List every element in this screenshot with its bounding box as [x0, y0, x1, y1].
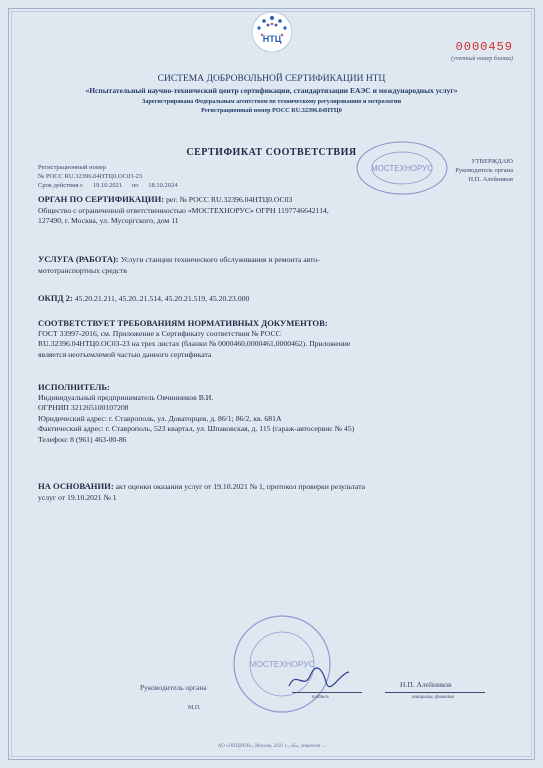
registration-authority: Зарегистрирована Федеральным агентством по техническому регулированию и метрологии — [141, 98, 402, 105]
service-text-2: мототранспортных средств — [38, 265, 127, 275]
system-title: СИСТЕМА ДОБРОВОЛЬНОЙ СЕРТИФИКАЦИИ НТЦ — [157, 74, 386, 84]
system-reg-number: Регистрационный номер РОСС RU.32396.04НТЦ0 — [201, 107, 342, 114]
executor-line-4: Фактический адрес: г. Ставрополь, 523 квартал, ул. Шпаковская, д. 115 (гараж-автосервис № 45) — [38, 424, 355, 433]
okpd-codes: 45.20.21.211, 45.20..21.514, 45.20.21.519, 45.20.23.000 — [74, 294, 250, 303]
organ-company: Общество с ограниченной ответственностью «МОСТЕХНОРУС» ОГРН 1197746642114, — [38, 205, 329, 215]
organ-reg: рег. № РОСС RU.32396.04НТЦ0.ОС03 — [166, 195, 293, 204]
stamp-top-text: МОСТЕХНОРУС — [371, 164, 433, 173]
service-label: УСЛУГА (РАБОТА): — [38, 254, 119, 264]
validity-to: 18.10.2024 — [148, 182, 178, 189]
requirements-line-3: является неотъемлемой частью данного сертификата — [38, 349, 212, 359]
okpd-label: ОКПД 2: — [38, 293, 73, 303]
registration-block — [38, 163, 178, 190]
executor-line-5: Телефон: 8 (961) 463-00-86 — [38, 434, 127, 444]
validity-label: Срок действия с — [38, 182, 84, 189]
basis-section — [38, 481, 506, 503]
sign-role: Руководитель органа — [140, 683, 207, 692]
registration-label: Регистрационный номер — [38, 164, 106, 171]
sign-caption: подпись — [312, 695, 329, 700]
service-section — [38, 254, 506, 276]
approve-title: УТВЕРЖДАЮ — [471, 158, 513, 165]
basis-label: НА ОСНОВАНИИ: — [38, 481, 114, 491]
stamp-bottom-text: МОСТЕХНОРУС — [249, 659, 315, 669]
validity-to-label: по — [131, 182, 139, 189]
center-name: «Испытательный научно-технический центр сертификации, стандартизации ЕАЭС и международных услуг» — [85, 86, 458, 95]
approve-name: Н.П. Алейников — [468, 176, 513, 183]
requirements-line-2: RU.32396.04НТЦ0.ОС03-23 на трех листах (бланки № 0000460,0000461,0000462). Приложение — [38, 339, 351, 348]
okpd-section — [38, 293, 506, 305]
document-title: СЕРТИФИКАТ СООТВЕТСТВИЯ — [186, 147, 357, 158]
name-caption: инициалы, фамилия — [412, 695, 454, 700]
approve-role: Руководитель органа — [455, 167, 513, 174]
service-text: Услуги станции технического обслуживания и ремонта авто- — [120, 255, 320, 264]
mp-label: М.П. — [188, 705, 201, 711]
basis-text-2: услуг от 19.10.2021 № 1 — [38, 492, 117, 502]
organ-address: 127490, г. Москва, ул. Мусоргского, дом 11 — [38, 216, 179, 225]
basis-text: акт оценки оказания услуг от 19.10.2021 № 1, протокол проверки результата — [115, 482, 366, 491]
validity-line — [38, 181, 178, 190]
ntc-logo — [250, 10, 294, 54]
organ-section — [38, 194, 506, 227]
requirements-line-1: ГОСТ 33997-2016, см. Приложение к Сертификату соответствия № РОСС — [38, 328, 281, 338]
executor-section — [38, 382, 506, 445]
validity-from: 19.10.2021 — [92, 182, 123, 189]
executor-line-2: ОГРНИП 321265100107208 — [38, 403, 129, 412]
executor-line-1: Индивидуальный предприниматель Овчинников В.И. — [38, 392, 214, 402]
requirements-label: СООТВЕТСТВУЕТ ТРЕБОВАНИЯМ НОРМАТИВНЫХ ДОКУМЕНТОВ: — [38, 318, 328, 328]
sign-name: Н.П. Алейников — [400, 680, 452, 689]
blank-number-caption: (учетный номер бланка) — [451, 56, 513, 62]
executor-line-3: Юридический адрес: г. Ставрополь, ул. Доваторцев, д. 86/1; 86/2, кв. 681А — [38, 413, 282, 423]
registration-number: № РОСС RU.32396.04НТЦ0.ОС03-23 — [38, 173, 143, 180]
requirements-section — [38, 318, 506, 360]
stamp-top — [352, 138, 452, 198]
handwritten-signature — [284, 664, 354, 694]
logo-text: НТЦ — [262, 34, 282, 44]
organ-label: ОРГАН ПО СЕРТИФИКАЦИИ: — [38, 194, 165, 204]
name-line — [385, 692, 485, 693]
approve-block — [455, 157, 513, 184]
blank-number: 0000459 — [455, 40, 513, 54]
executor-label: ИСПОЛНИТЕЛЬ: — [38, 382, 110, 392]
print-footer: АО «ОПЦИОН», Москва, 2021 г., «Б», лицензия ... — [217, 744, 326, 749]
